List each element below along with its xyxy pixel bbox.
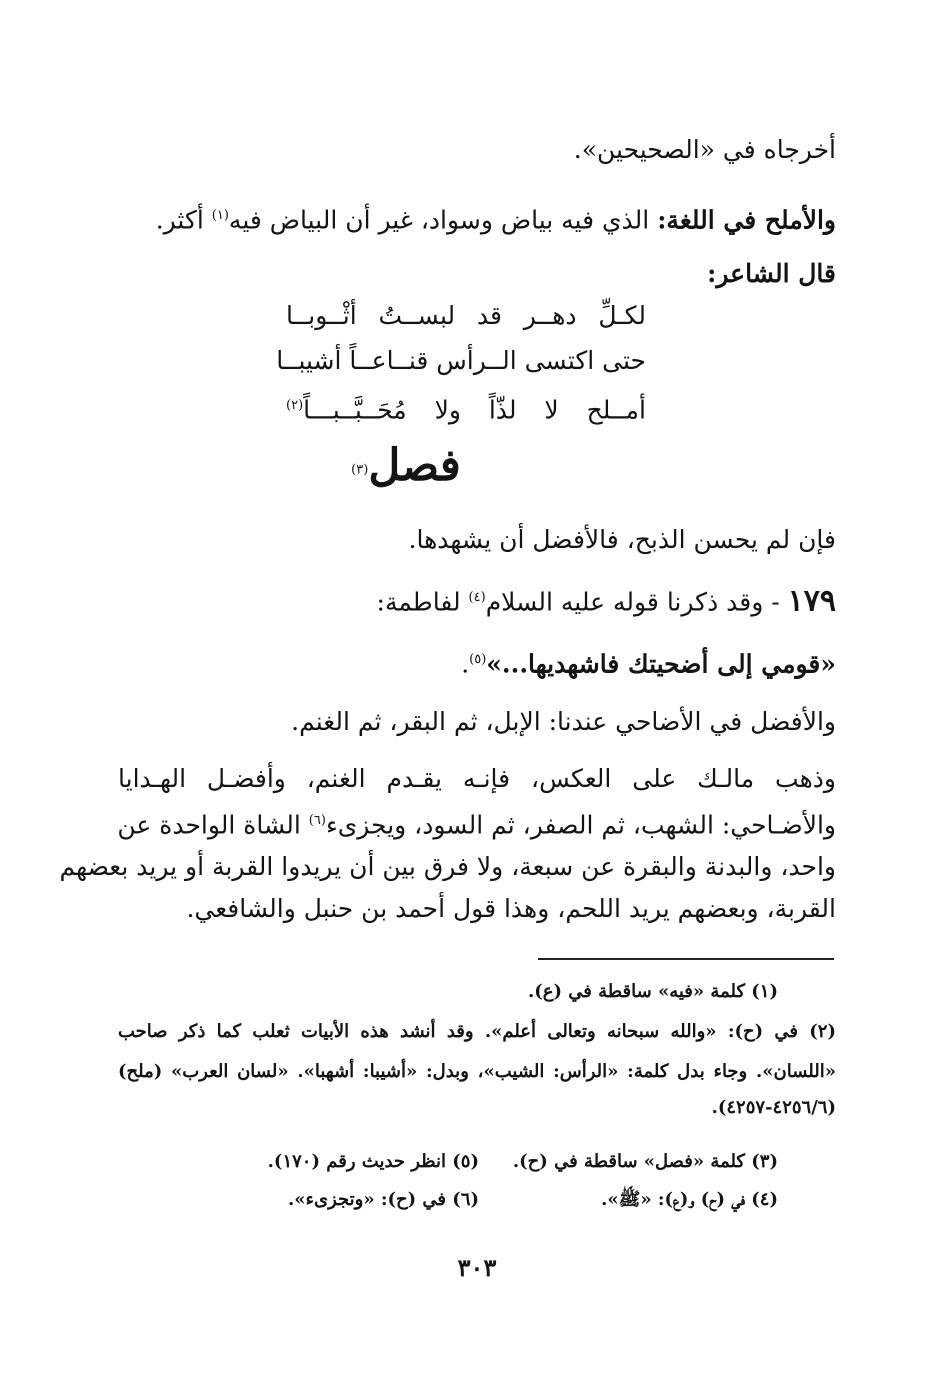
- footnote-mark-6: (٦): [308, 813, 326, 828]
- hadith-quote-line: [118, 642, 836, 682]
- verse-line-2: حتى اكتسى الــرأس قنــاعــاً أشيبــا: [276, 346, 646, 375]
- body-line-sahihayn: [118, 132, 836, 168]
- footnote-mark-5: (٥): [469, 652, 487, 667]
- text-sahihayn: أخرجاه في «الصحيحين».: [573, 135, 836, 164]
- hadith-intro-end: لفاطمة:: [376, 587, 469, 617]
- footnote-1: (١) كلمة «فيه» ساقطة في (ع).: [527, 981, 778, 1002]
- hadith-number: ١٧٩: [787, 583, 836, 619]
- section-heading: [276, 436, 536, 496]
- paragraph-line-2: [118, 800, 836, 846]
- hadith-quote: «قومي إلى أضحيتك فاشهديها...»: [486, 649, 836, 679]
- footnote-2: [118, 1018, 836, 1122]
- footnote-2-line-2: «اللسان». وجاء بدل كلمة: «الرأس: الشيب»، وبدل: «أشيبا: أشهبا». «لسان العرب» (ملح): [118, 1061, 836, 1082]
- footnote-2-line-3: (٤٢٥٦/٦-٤٢٥٧).: [711, 1097, 836, 1118]
- footnote-mark-4: (٤): [468, 590, 486, 605]
- page-number: ٣٠٣: [457, 1253, 497, 1282]
- paragraph-line-3: واحد، والبدنة والبقرة عن سبعة، ولا فرق بين أن يريدوا القربة أو يريد بعضهم: [59, 852, 836, 882]
- footnote-5: (٥) انظر حديث رقم (١٧٠).: [267, 1151, 479, 1172]
- verse-3-text: أمــلح لا لذّاً ولا مُحَــبَّــبـــاً: [303, 395, 646, 425]
- term-amlah: والأملح في اللغة:: [657, 205, 836, 235]
- section-title: فصل: [368, 440, 461, 491]
- paragraph-line-2-b: الشاة الواحدة عن: [117, 810, 309, 840]
- best-sacrifice-text: والأفضل في الأضاحي عندنا: الإبل، ثم البقر، ثم الغنم.: [291, 707, 836, 736]
- book-page: [59, 118, 836, 1318]
- amlah-definition-end: أكثر.: [155, 205, 212, 235]
- footnote-mark-1: (١): [211, 208, 229, 223]
- footnote-separator: [538, 958, 834, 960]
- best-sacrifice-line: [118, 704, 836, 740]
- body-line-amlah: [118, 198, 836, 238]
- malik-paragraph: [59, 758, 836, 930]
- hadith-intro-line: [118, 580, 836, 620]
- footnote-4: (٤) في (ح) و(ع): «ﷺ».: [601, 1189, 778, 1210]
- footnote-6: (٦) في (ح): «وتجزىء».: [288, 1189, 479, 1210]
- paragraph-line-2-a: والأضـاحي: الشهب، ثم الصفر، ثم السود، ويجزىء: [325, 810, 836, 840]
- footnote-mark-3: (٣): [351, 462, 369, 478]
- footnote-3: (٣) كلمة «فصل» ساقطة في (ح).: [512, 1151, 778, 1172]
- paragraph-line-4: القربة، وبعضهم يريد اللحم، وهذا قول أحمد بن حنبل والشافعي.: [186, 894, 836, 924]
- footnote-mark-2: (٢): [286, 398, 304, 413]
- text-fasl-1: فإن لم يحسن الذبح، فالأفضل أن يشهدها.: [408, 525, 836, 554]
- verse-line-3: [286, 388, 646, 428]
- footnote-2-line-1: (٢) في (ح): «والله سبحانه وتعالى أعلم». وقد أنشد هذه الأبيات ثعلب كما ذكر صاحب: [118, 1021, 836, 1042]
- verse-line-1: لكـلِّ دهــر قد لبســتُ أثْــوبــا: [286, 301, 646, 330]
- amlah-definition: الذي فيه بياض وسواد، غير أن البياض فيه: [228, 205, 658, 235]
- hadith-quote-end: .: [461, 649, 470, 679]
- body-line-fasl: [118, 522, 836, 558]
- poet-intro-text: قال الشاعر:: [707, 259, 836, 288]
- hadith-intro-text: - وقد ذكرنا قوله عليه السلام: [485, 587, 788, 617]
- paragraph-line-1: وذهب مالـك على العكس، فإنـه يقـدم الغنم، وأفضـل الهـدايا: [118, 764, 836, 793]
- poet-intro: [118, 256, 836, 292]
